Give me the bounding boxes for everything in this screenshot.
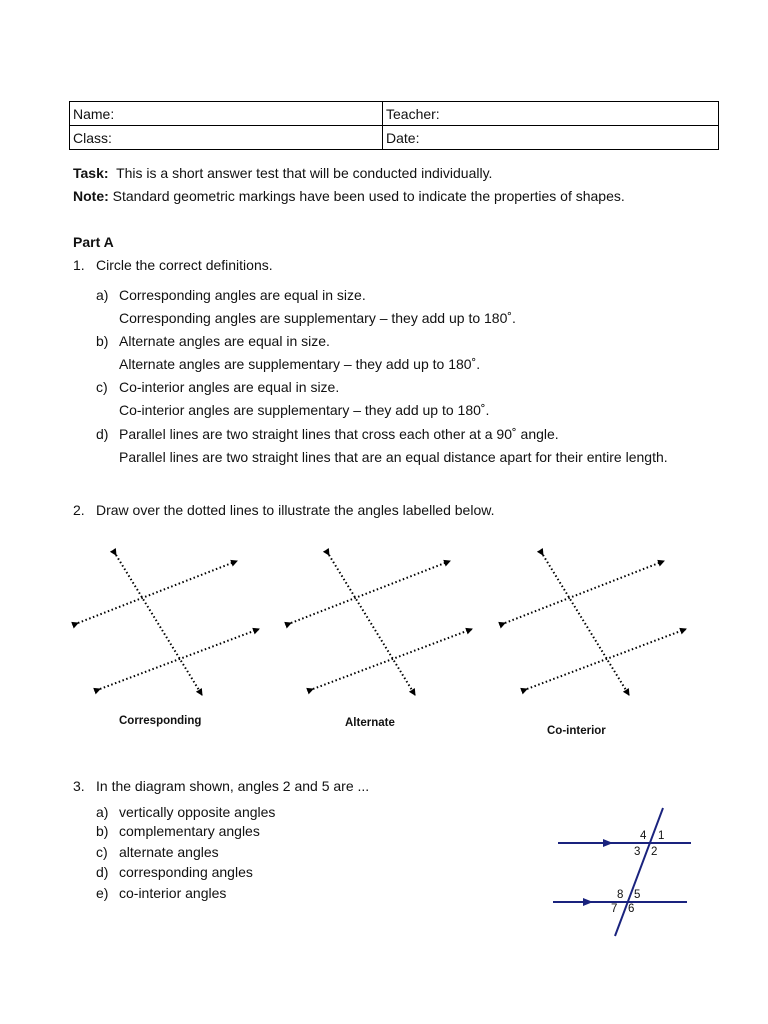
q3-a-letter: a) [96,804,109,820]
q1-text: Circle the correct definitions. [96,257,273,273]
note-text: Standard geometric markings have been used to indicate the properties of shapes. [112,188,625,204]
q1-b-option-1[interactable]: Alternate angles are equal in size. [119,333,330,349]
angle-label-4: 4 [640,830,647,842]
q3-option-b[interactable]: complementary angles [119,823,260,839]
q1-a-letter: a) [96,287,109,303]
q1-c-letter: c) [96,379,108,395]
q3-b-letter: b) [96,823,109,839]
date-label: Date: [386,129,420,146]
caption-alternate: Alternate [345,717,395,729]
teacher-label: Teacher: [386,105,440,122]
alternate-parallel-line-2[interactable] [313,629,472,689]
alternate-diagram[interactable] [291,555,472,695]
co-interior-parallel-line-1[interactable] [505,561,664,623]
name-label: Name: [73,105,115,122]
angle-label-7: 7 [611,903,618,915]
task-text: This is a short answer test that will be conducted individually. [116,165,493,181]
q1-c-option-1[interactable]: Co-interior angles are equal in size. [119,379,340,395]
q3-e-letter: e) [96,885,109,901]
q3-option-d[interactable]: corresponding angles [119,864,253,880]
q2-text: Draw over the dotted lines to illustrate the angles labelled below. [96,502,495,518]
q1-d-option-1[interactable]: Parallel lines are two straight lines that cross each other at a 90˚ angle. [119,426,559,442]
q3-c-letter: c) [96,844,108,860]
q3-d-letter: d) [96,864,109,880]
caption-corresponding: Corresponding [119,715,202,727]
corresponding-transversal[interactable] [116,555,202,695]
class-label: Class: [73,129,112,146]
co-interior-diagram[interactable] [505,555,686,695]
angle-label-8: 8 [617,889,624,901]
corresponding-diagram[interactable] [78,555,259,695]
q1-b-letter: b) [96,333,109,349]
q3-text: In the diagram shown, angles 2 and 5 are ... [96,778,370,794]
q1-a-option-2[interactable]: Corresponding angles are supplementary – they add up to 180˚. [119,310,516,326]
q3-option-e[interactable]: co-interior angles [119,885,227,901]
task-label: Task: [73,165,109,181]
co-interior-parallel-line-2[interactable] [527,629,686,689]
q1-d-letter: d) [96,426,109,442]
alternate-parallel-line-1[interactable] [291,561,450,623]
transversal-line [615,808,663,936]
angle-label-2: 2 [651,846,658,858]
q1-b-option-2[interactable]: Alternate angles are supplementary – they add up to 180˚. [119,356,481,372]
note-label: Note: [73,188,109,204]
angle-label-3: 3 [634,846,641,858]
corresponding-parallel-line-2[interactable] [100,629,259,689]
angle-label-5: 5 [634,889,641,901]
angle-label-1: 1 [658,830,665,842]
q3-number: 3. [73,778,85,794]
q3-option-c[interactable]: alternate angles [119,844,219,860]
q1-a-option-1[interactable]: Corresponding angles are equal in size. [119,287,366,303]
co-interior-transversal[interactable] [543,555,629,695]
corresponding-parallel-line-1[interactable] [78,561,237,623]
q1-number: 1. [73,257,85,273]
angle-label-6: 6 [628,903,635,915]
part-title: Part A [73,234,114,250]
q2-number: 2. [73,502,85,518]
caption-co-interior: Co-interior [547,725,606,737]
parallel-lines-diagram [553,808,691,936]
q3-option-a[interactable]: vertically opposite angles [119,804,276,820]
q1-c-option-2[interactable]: Co-interior angles are supplementary – they add up to 180˚. [119,402,490,418]
alternate-transversal[interactable] [329,555,415,695]
q1-d-option-2[interactable]: Parallel lines are two straight lines that are an equal distance apart for their entire length. [119,449,668,465]
